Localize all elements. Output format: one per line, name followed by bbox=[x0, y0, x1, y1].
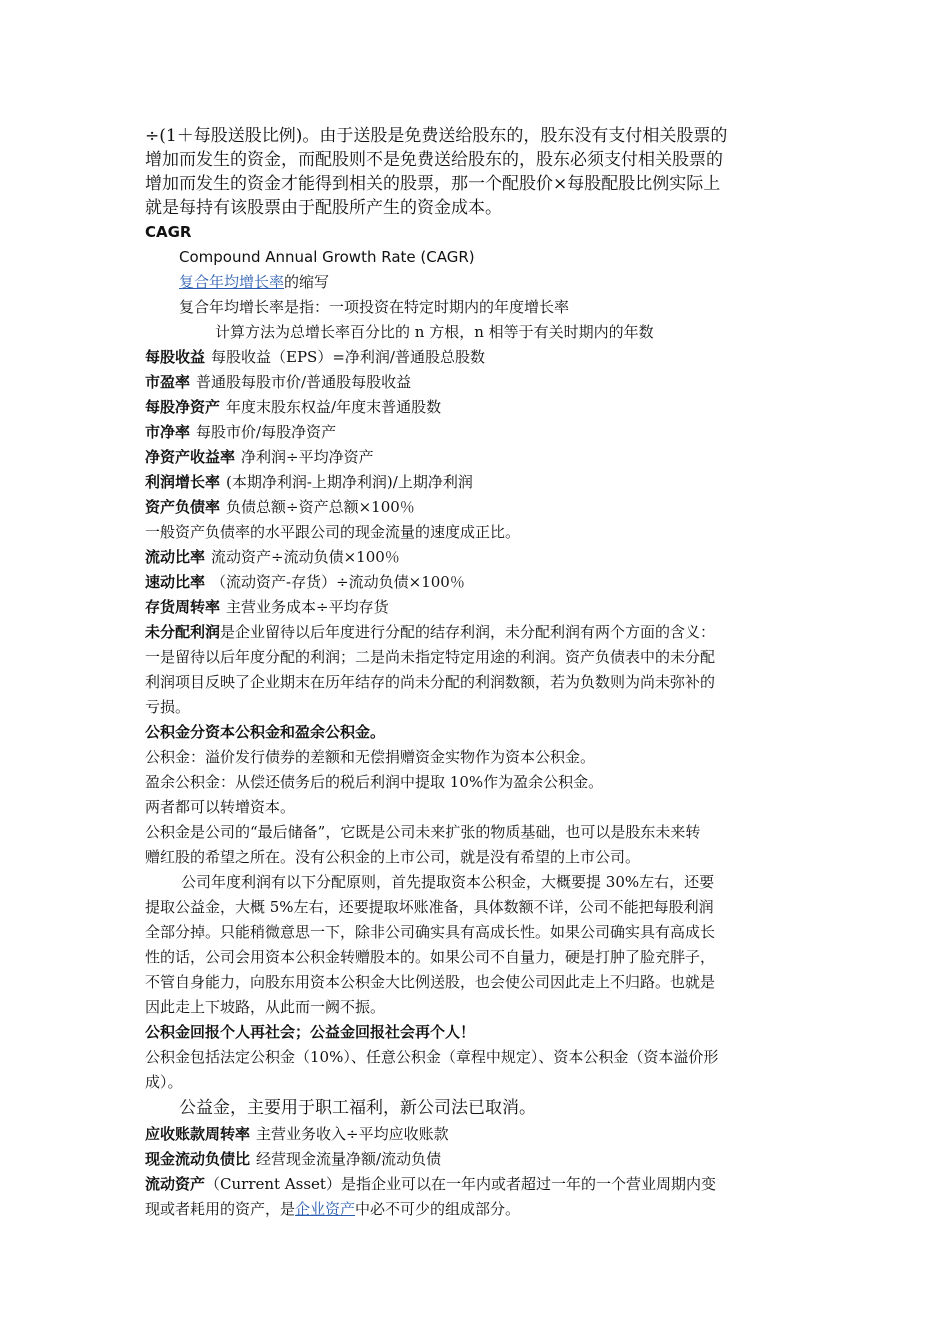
term-def: 每股收益（EPS）=净利润/普通股总股数 bbox=[211, 348, 485, 366]
term-row bbox=[145, 545, 813, 570]
document-body bbox=[145, 124, 813, 1222]
term-def: 年度末股东权益/年度末普通股数 bbox=[226, 398, 442, 416]
undistributed-line: 一是留待以后年度分配的利润；二是尚未指定特定用途的利润。资产负债表中的未分配 bbox=[145, 648, 716, 666]
undistributed-term: 未分配利润 bbox=[145, 623, 221, 641]
term-name: 应收账款周转率 bbox=[145, 1125, 251, 1143]
current-asset-text: （Current Asset）是指企业可以在一年内或者超过一年的一个营业周期内变 bbox=[205, 1175, 716, 1193]
term-row bbox=[145, 345, 813, 370]
term-row bbox=[145, 395, 813, 420]
current-asset-line bbox=[145, 1172, 813, 1197]
undistributed-text: 是企业留待以后年度进行分配的结存利润，未分配利润有两个方面的含义： bbox=[220, 623, 716, 641]
undistributed-line: 亏损。 bbox=[145, 698, 191, 716]
term-def: 流动资产÷流动负债×100％ bbox=[211, 548, 400, 566]
term-row bbox=[145, 495, 813, 520]
term-name: 利润增长率 bbox=[145, 473, 221, 491]
cagr-link-suffix: 的缩写 bbox=[284, 273, 330, 291]
term-name: 净资产收益率 bbox=[145, 448, 236, 466]
distribution-paragraph: 公司年度利润有以下分配原则，首先提取资本公积金，大概要提 30%左右，还要 bbox=[181, 873, 715, 891]
term-def: 普通股每股市价/普通股每股收益 bbox=[196, 373, 412, 391]
distribution-paragraph: 不管自身能力，向股东用资本公积金大比例送股，也会使公司因此走上不归路。也就是 bbox=[145, 973, 716, 991]
term-row bbox=[145, 470, 813, 495]
reserve-heading: 公积金分资本公积金和盈余公积金。 bbox=[145, 723, 386, 741]
term-def: 每股市价/每股净资产 bbox=[196, 423, 337, 441]
cagr-calculation: 计算方法为总增长率百分比的 n 方根，n 相等于有关时期内的年数 bbox=[215, 323, 654, 341]
cagr-definition: 复合年均增长率是指：一项投资在特定时期内的年度增长率 bbox=[179, 298, 570, 316]
undistributed-line: 利润项目反映了企业期末在历年结存的尚未分配的利润数额，若为负数则为尚未弥补的 bbox=[145, 673, 716, 691]
term-row bbox=[145, 1147, 813, 1172]
cagr-full-name: Compound Annual Growth Rate (CAGR) bbox=[179, 248, 475, 266]
term-name: 流动比率 bbox=[145, 548, 206, 566]
term-name: 市盈率 bbox=[145, 373, 191, 391]
text-line: ÷(1＋每股送股比例)。由于送股是免费送给股东的，股东没有支付相关股票的 bbox=[145, 126, 728, 146]
current-asset-term: 流动资产 bbox=[145, 1175, 206, 1193]
term-def: （流动资产-存货）÷流动负债×100％ bbox=[211, 573, 465, 591]
capital-reserve: 公积金：溢价发行债券的差额和无偿捐赠资金实物作为资本公积金。 bbox=[145, 748, 596, 766]
enterprise-assets-link[interactable]: 企业资产 bbox=[295, 1200, 356, 1218]
text-line: 就是每持有该股票由于配股所产生的资金成本。 bbox=[145, 198, 502, 218]
term-row bbox=[145, 570, 813, 595]
term-name: 现金流动负债比 bbox=[145, 1150, 251, 1168]
term-name: 存货周转率 bbox=[145, 598, 221, 616]
reserve-paragraph: 公积金是公司的“最后储备”，它既是公司未来扩张的物质基础，也可以是股东未来转 bbox=[145, 823, 701, 841]
cagr-link[interactable]: 复合年均增长率 bbox=[179, 273, 285, 291]
reserve-both: 两者都可以转增资本。 bbox=[145, 798, 296, 816]
reserve-types: 公积金包括法定公积金（10%）、任意公积金（章程中规定）、资本公积金（资本溢价形 bbox=[145, 1048, 719, 1066]
distribution-paragraph: 性的话，公司会用资本公积金转赠股本的。如果公司不自量力，硬是打肿了脸充胖子， bbox=[145, 948, 716, 966]
distribution-paragraph: 因此走上下坡路，从此而一阙不振。 bbox=[145, 998, 386, 1016]
reserve-paragraph: 赠红股的希望之所在。没有公积金的上市公司，就是没有希望的上市公司。 bbox=[145, 848, 641, 866]
term-name: 市净率 bbox=[145, 423, 191, 441]
distribution-paragraph: 全部分掉。只能稍微意思一下，除非公司确实具有高成长性。如果公司确实具有高成长 bbox=[145, 923, 716, 941]
term-def: (本期净利润-上期净利润)/上期净利润 bbox=[226, 473, 473, 491]
cagr-abbrev-line bbox=[145, 270, 813, 295]
reserve-types: 成）。 bbox=[145, 1073, 183, 1091]
distribution-paragraph: 提取公益金，大概 5%左右，还要提取坏账准备，具体数额不详，公司不能把每股利润 bbox=[145, 898, 714, 916]
term-def: 负债总额÷资产总额×100％ bbox=[226, 498, 415, 516]
surplus-reserve: 盈余公积金：从偿还债务后的税后利润中提取 10%作为盈余公积金。 bbox=[145, 773, 604, 791]
term-name: 每股收益 bbox=[145, 348, 206, 366]
text-line: 增加而发生的资金，而配股则不是免费送给股东的，股东必须支付相关股票的 bbox=[145, 150, 723, 170]
term-row bbox=[145, 1122, 813, 1147]
term-def: 经营现金流量净额/流动负债 bbox=[256, 1150, 442, 1168]
current-asset-line bbox=[145, 1197, 813, 1222]
term-row bbox=[145, 420, 813, 445]
cagr-heading: CAGR bbox=[145, 223, 192, 241]
term-name: 每股净资产 bbox=[145, 398, 221, 416]
term-def: 主营业务收入÷平均应收账款 bbox=[256, 1125, 449, 1143]
term-row bbox=[145, 370, 813, 395]
reserve-slogan: 公积金回报个人再社会；公益金回报社会再个人！ bbox=[145, 1023, 476, 1041]
current-asset-text: 现或者耗用的资产，是 bbox=[145, 1200, 296, 1218]
term-name: 资产负债率 bbox=[145, 498, 221, 516]
term-name: 速动比率 bbox=[145, 573, 206, 591]
text-line: 增加而发生的资金才能得到相关的股票，那一个配股价×每股配股比例实际上 bbox=[145, 174, 721, 194]
term-def: 主营业务成本÷平均存货 bbox=[226, 598, 389, 616]
undistributed-line bbox=[145, 620, 813, 645]
debt-note: 一般资产负债率的水平跟公司的现金流量的速度成正比。 bbox=[145, 523, 521, 541]
term-row bbox=[145, 445, 813, 470]
welfare-fund: 公益金，主要用于职工福利，新公司法已取消。 bbox=[179, 1098, 536, 1118]
term-row bbox=[145, 595, 813, 620]
current-asset-text: 中必不可少的组成部分。 bbox=[355, 1200, 521, 1218]
term-def: 净利润÷平均净资产 bbox=[241, 448, 374, 466]
